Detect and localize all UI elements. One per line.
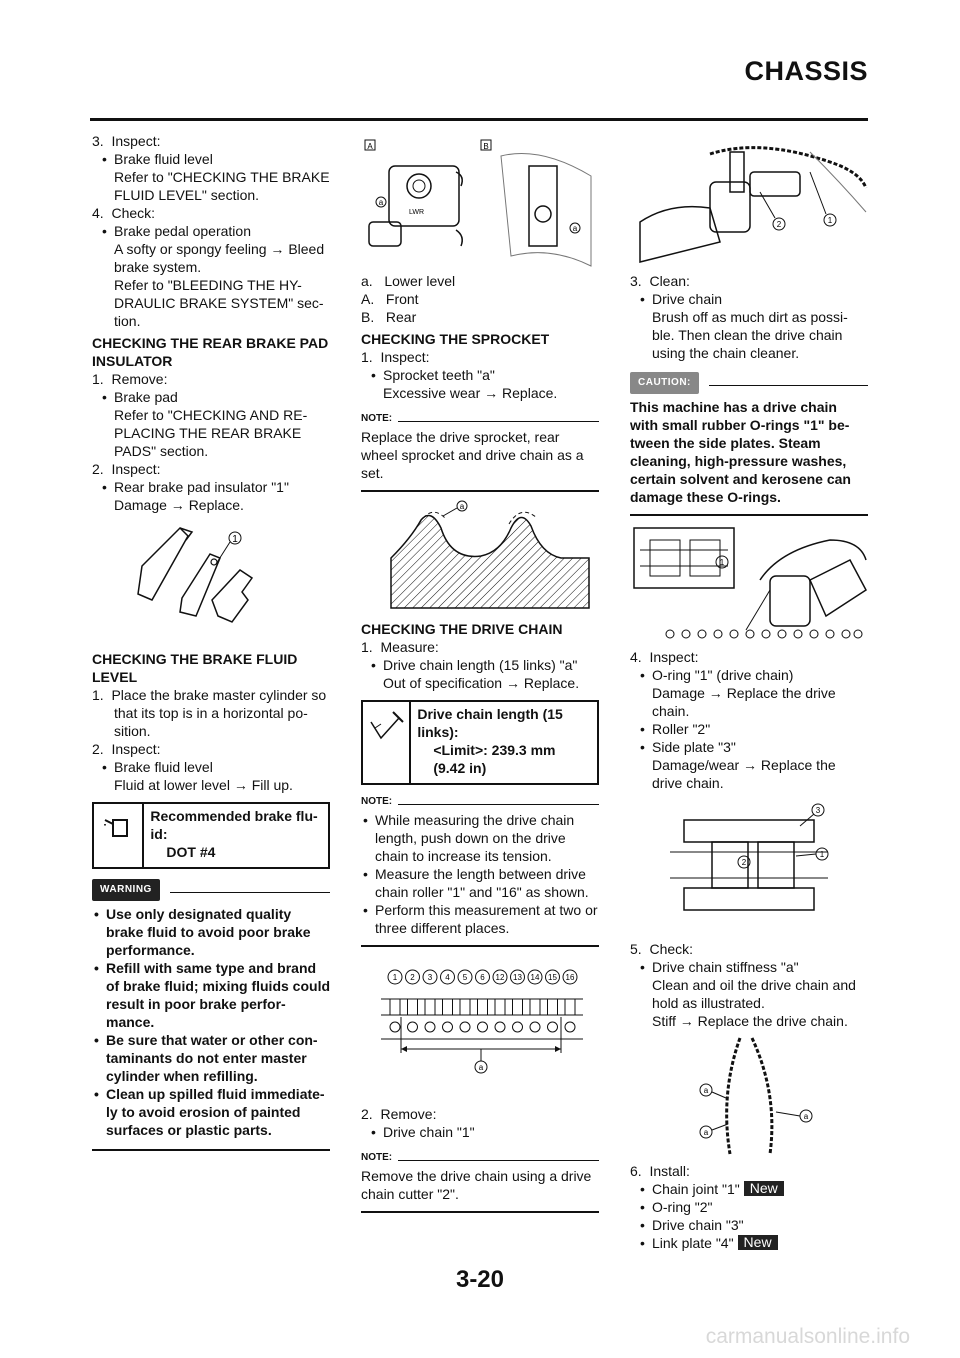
fig-sprocket-label: a bbox=[459, 502, 465, 511]
bullet-o-ring-install: • O-ring "2" bbox=[630, 1198, 868, 1216]
sprocket-teeth-illustration bbox=[361, 498, 599, 616]
step-inspect-2: 2. Inspect: bbox=[92, 461, 161, 477]
bullet-brake-pedal: • Brake pedal operation bbox=[92, 222, 330, 240]
step-inspect-3: 2. Inspect: bbox=[92, 741, 161, 757]
chain-length-illustration bbox=[361, 953, 599, 1101]
warning-item: • Be sure that water or other con-taminants do not enter master cylinder when refilling. bbox=[92, 1031, 330, 1085]
chain-roller bbox=[548, 1022, 558, 1032]
spec-title: Recommended brake flu-id: bbox=[150, 808, 318, 842]
warning-item: • Clean up spilled fluid immediate-ly to avoid erosion of painted surfaces or plastic parts. bbox=[92, 1085, 330, 1139]
fig-label-2: 2 bbox=[776, 220, 782, 229]
bullet-insulator: • Rear brake pad insulator "1" bbox=[92, 478, 330, 496]
note-text: Replace the drive sprocket, rear wheel sprocket and drive chain as a set. bbox=[361, 429, 584, 481]
note-chain-cutter bbox=[361, 1149, 599, 1213]
chain-roller-number: 15 bbox=[548, 973, 557, 982]
legend-front: A. Front bbox=[361, 291, 419, 307]
text-damage: Damage → Replace. bbox=[114, 497, 244, 513]
step-install: 6. Install: bbox=[630, 1163, 690, 1179]
bullet-brake-pad: • Brake pad bbox=[92, 388, 330, 406]
text-clean-oil: Clean and oil the drive chain and hold as illustrated. bbox=[652, 977, 856, 1011]
fig-tag-a: A bbox=[367, 142, 373, 151]
text-out-of-spec: Out of specification → Replace. bbox=[383, 675, 580, 691]
fig-links-label-2: 2 bbox=[741, 858, 747, 867]
heading-drive-chain: CHECKING THE DRIVE CHAIN bbox=[361, 621, 563, 637]
bullet-brake-fluid-level: • Brake fluid level bbox=[92, 150, 330, 168]
bullet-side-plate: • Side plate "3" bbox=[630, 738, 868, 756]
chain-roller bbox=[408, 1022, 418, 1032]
step-measure: 1. Measure: bbox=[361, 639, 439, 655]
new-badge: New bbox=[744, 1181, 784, 1196]
warning-item: • Use only designated quality brake fluid to avoid poor brake performance. bbox=[92, 905, 330, 959]
chain-roller bbox=[390, 1022, 400, 1032]
column-middle bbox=[361, 132, 599, 1219]
column-left bbox=[92, 132, 330, 1151]
spec-box-chain-length bbox=[361, 700, 599, 785]
chain-link-plate bbox=[408, 999, 418, 1015]
note-sprocket bbox=[361, 410, 599, 492]
spec-value: <Limit>: 239.3 mm (9.42 in) bbox=[433, 742, 556, 776]
note-tag: NOTE: bbox=[361, 413, 393, 424]
text-fill-up: Fluid at lower level → Fill up. bbox=[114, 777, 293, 793]
step-remove: 1. Remove: bbox=[92, 371, 168, 387]
chain-joint-label: Chain joint "1" bbox=[652, 1181, 740, 1197]
bullet-o-ring: • O-ring "1" (drive chain) bbox=[630, 666, 868, 684]
caution-header bbox=[630, 372, 868, 394]
chain-link-plate bbox=[425, 999, 435, 1015]
note-measuring bbox=[361, 793, 599, 947]
chain-roller-number: 12 bbox=[495, 973, 505, 982]
bullet-fluid-level: • Brake fluid level bbox=[92, 758, 330, 776]
chain-roller-number: 5 bbox=[462, 973, 468, 982]
text-o-ring-damage: Damage → Replace the drive chain. bbox=[652, 685, 836, 719]
bullet-drive-chain: • Drive chain bbox=[630, 290, 868, 308]
fig-hang-label-a-2: a bbox=[703, 1128, 709, 1137]
heading-rear-brake-pad-insulator: CHECKING THE REAR BRAKE PAD INSULATOR bbox=[92, 335, 329, 369]
chain-link-plate bbox=[548, 999, 558, 1015]
chain-roller bbox=[443, 1022, 453, 1032]
text-spongy: A softy or spongy feeling → Bleed brake system. bbox=[114, 241, 325, 275]
step-inspect: 3. Inspect: bbox=[92, 133, 161, 149]
fig-hang-label-a-3: a bbox=[803, 1112, 809, 1121]
chain-dimension-label: a bbox=[478, 1063, 484, 1072]
text-refer: Refer to "CHECKING THE BRAKE FLUID LEVEL" section. bbox=[114, 169, 330, 203]
text-brush-off: Brush off as much dirt as possi-ble. Then clean the drive chain using the chain cleaner. bbox=[652, 309, 848, 361]
bullet-roller: • Roller "2" bbox=[630, 720, 868, 738]
watermark: carmanualsonline.info bbox=[705, 1325, 910, 1348]
fig-clean-label: 1 bbox=[719, 558, 725, 567]
spec-title: Drive chain length (15 links): bbox=[417, 706, 563, 740]
chain-cutter-illustration bbox=[630, 142, 868, 268]
warning-header bbox=[92, 879, 330, 901]
chain-link-plate bbox=[530, 999, 540, 1015]
text-refer-bleeding: Refer to "BLEEDING THE HY-DRAULIC BRAKE SYSTEM" sec-tion. bbox=[114, 277, 324, 329]
note-item: • While measuring the drive chain length, push down on the drive chain to increase its tension. bbox=[361, 811, 599, 865]
bullet-sprocket-teeth: • Sprocket teeth "a" bbox=[361, 366, 599, 384]
step-inspect-chain: 4. Inspect: bbox=[630, 649, 699, 665]
spec-box-brake-fluid bbox=[92, 802, 330, 869]
fig-tag-b: B bbox=[483, 142, 489, 151]
caution-body bbox=[630, 398, 868, 516]
chain-roller bbox=[460, 1022, 470, 1032]
text-stiff: Stiff → Replace the drive chain. bbox=[652, 1013, 848, 1029]
chain-link-plate bbox=[443, 999, 453, 1015]
chain-roller-number: 4 bbox=[445, 973, 450, 982]
bullet-drive-chain-install: • Drive chain "3" bbox=[630, 1216, 868, 1234]
bullet-link-plate bbox=[630, 1234, 868, 1252]
column-right bbox=[630, 138, 868, 1252]
step-inspect-sprocket: 1. Inspect: bbox=[361, 349, 430, 365]
master-cylinder-illustration bbox=[361, 136, 599, 268]
step-check-stiffness: 5. Check: bbox=[630, 941, 694, 957]
step-clean: 3. Clean: bbox=[630, 273, 690, 289]
spec-value: DOT #4 bbox=[166, 844, 216, 860]
legend-lower-level: a. Lower level bbox=[361, 273, 456, 289]
chain-hanging-illustration bbox=[630, 1034, 868, 1158]
page-title: CHASSIS bbox=[744, 56, 868, 86]
fig-links-label-3: 3 bbox=[815, 806, 821, 815]
chain-roller bbox=[478, 1022, 488, 1032]
chain-roller-number: 13 bbox=[513, 973, 522, 982]
step-remove-chain: 2. Remove: bbox=[361, 1106, 437, 1122]
link-plate-label: Link plate "4" bbox=[652, 1235, 734, 1251]
page-number: 3-20 bbox=[455, 1266, 505, 1293]
note-tag: NOTE: bbox=[361, 1152, 393, 1163]
fig-label-1: 1 bbox=[232, 534, 238, 545]
bullet-stiffness: • Drive chain stiffness "a" bbox=[630, 958, 868, 976]
oil-can-icon bbox=[94, 804, 144, 867]
bullet-drive-chain: • Drive chain "1" bbox=[361, 1123, 599, 1141]
chain-link-plate bbox=[460, 999, 470, 1015]
brake-pad-illustration bbox=[92, 518, 330, 646]
warning-tag: WARNING bbox=[92, 879, 160, 901]
chain-link-plate bbox=[513, 999, 523, 1015]
note-item: • Perform this measurement at two or three different places. bbox=[361, 901, 599, 937]
note-item: • Measure the length between drive chain roller "1" and "16" as shown. bbox=[361, 865, 599, 901]
text-side-plate-damage: Damage/wear → Replace the drive chain. bbox=[652, 757, 836, 791]
text-excessive-wear: Excessive wear → Replace. bbox=[383, 385, 558, 401]
chain-link-plate bbox=[478, 999, 488, 1015]
fig-label-a: a bbox=[378, 198, 384, 207]
bullet-chain-length: • Drive chain length (15 links) "a" bbox=[361, 656, 599, 674]
chain-roller-number: 6 bbox=[480, 973, 485, 982]
warning-item: • Refill with same type and brand of brake fluid; mixing fluids could result in poor brake perfor-mance. bbox=[92, 959, 330, 1031]
legend-rear: B. Rear bbox=[361, 309, 417, 325]
chain-roller bbox=[513, 1022, 523, 1032]
chain-link-plate bbox=[565, 999, 575, 1015]
bullet-chain-joint bbox=[630, 1180, 868, 1198]
chain-roller-number: 14 bbox=[530, 973, 540, 982]
chain-links-illustration bbox=[630, 796, 868, 936]
chain-link-plate bbox=[495, 999, 505, 1015]
step-place: 1. Place the brake master cylinder so that its top is in a horizontal po-sition. bbox=[92, 687, 327, 739]
chain-roller bbox=[530, 1022, 540, 1032]
header-rule bbox=[90, 118, 868, 121]
chain-roller-number: 3 bbox=[427, 973, 433, 982]
chain-roller-number: 16 bbox=[565, 973, 575, 982]
fig-lwr: LWR bbox=[409, 209, 425, 216]
caliper-icon bbox=[363, 702, 411, 783]
fig-links-label-1: 1 bbox=[819, 850, 825, 859]
chain-link-plate bbox=[390, 999, 400, 1015]
step-check: 4. Check: bbox=[92, 205, 156, 221]
chain-cleaning-illustration bbox=[630, 520, 868, 644]
caution-text: This machine has a drive chain with small rubber O-rings "1" be-tween the side plates. Steam cleaning, high-pressure washes, certain solvent and kerosene can damage these O-rings. bbox=[630, 399, 851, 505]
heading-sprocket: CHECKING THE SPROCKET bbox=[361, 331, 550, 347]
chain-roller bbox=[425, 1022, 435, 1032]
note-tag: NOTE: bbox=[361, 796, 393, 807]
chain-roller bbox=[495, 1022, 505, 1032]
caution-tag: CAUTION: bbox=[630, 372, 699, 394]
warning-body bbox=[92, 905, 330, 1151]
fig-label-a-rear: a bbox=[572, 224, 578, 233]
chain-roller-number: 2 bbox=[410, 973, 415, 982]
fig-hang-label-a: a bbox=[703, 1086, 709, 1095]
text-refer-pads: Refer to "CHECKING AND RE-PLACING THE REAR BRAKE PADS" section. bbox=[114, 407, 308, 459]
fig-label-1: 1 bbox=[827, 216, 833, 225]
heading-brake-fluid-level: CHECKING THE BRAKE FLUID LEVEL bbox=[92, 651, 298, 685]
note-text: Remove the drive chain using a drive chain cutter "2". bbox=[361, 1168, 592, 1202]
new-badge: New bbox=[738, 1235, 778, 1250]
chain-roller bbox=[565, 1022, 575, 1032]
chain-roller-number: 1 bbox=[392, 973, 398, 982]
